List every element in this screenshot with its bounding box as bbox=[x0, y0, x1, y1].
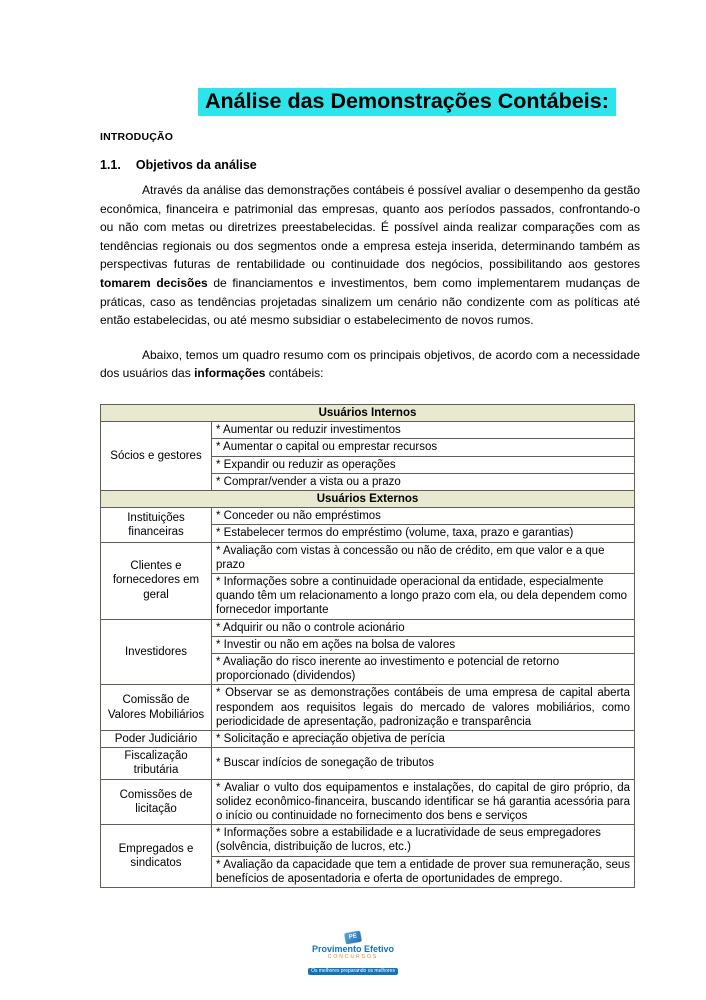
user-cell-empregados-sindicatos: Empregados e sindicatos bbox=[101, 825, 212, 888]
objective-item: * Observar se as demonstrações contábeis de uma empresa de capital aberta respondem aos requisitos legais do mercado de valores mobiliários, como periodicidade de apresentação, padronização e transparência bbox=[212, 685, 635, 731]
table-row bbox=[101, 542, 635, 573]
title-row bbox=[100, 88, 640, 116]
objective-item: * Adquirir ou não o controle acionário bbox=[212, 619, 635, 636]
objective-item: * Investir ou não em ações na bolsa de valores bbox=[212, 636, 635, 653]
table-row bbox=[101, 508, 635, 525]
table-row bbox=[101, 731, 635, 748]
section-header-internal-users: Usuários Internos bbox=[101, 404, 635, 421]
brand-icon: PE bbox=[344, 931, 362, 945]
page-title: Análise das Demonstrações Contábeis: bbox=[198, 88, 616, 116]
section-header-external-users: Usuários Externos bbox=[101, 490, 635, 507]
section-title: Objetivos da análise bbox=[135, 158, 257, 172]
objective-item: * Aumentar o capital ou emprestar recursos bbox=[212, 439, 635, 456]
objective-item: * Avaliação com vistas à concessão ou não de crédito, em que valor e a que prazo bbox=[212, 542, 635, 573]
objective-item: * Comprar/vender a vista ou a prazo bbox=[212, 473, 635, 490]
paragraph-1 bbox=[100, 181, 640, 330]
user-cell-clientes-fornecedores: Clientes e fornecedores em geral bbox=[101, 542, 212, 619]
objective-item: * Avaliação da capacidade que tem a entidade de prover sua remuneração, seus benefícios de aposentadoria e oferta de oportunidades de emprego. bbox=[212, 856, 635, 887]
paragraph-2-text: Abaixo, temos um quadro resumo com os principais objetivos, de acordo com a necessidade dos usuários das bbox=[100, 347, 640, 381]
user-cell-fiscalizacao-tributaria: Fiscalização tributária bbox=[101, 748, 212, 779]
objective-item: * Avaliação do risco inerente ao investimento e potencial de retorno proporcionado (dividendos) bbox=[212, 653, 635, 684]
brand-tagline: Os melhores preparando os melhores bbox=[308, 968, 398, 975]
table-row bbox=[101, 825, 635, 856]
table-row bbox=[101, 685, 635, 731]
paragraph-1-text-cont: de financiamentos e investimentos, bem como implementarem mudanças de práticas, caso as tendências projetadas sinalizem um cenário não condizente com as políticas até então estabelecidas, ou até mesmo subsidiar o estabelecimento de novos rumos. bbox=[100, 275, 640, 328]
user-cell-instituicoes-financeiras: Instituições financeiras bbox=[101, 508, 212, 542]
user-cell-comissoes-licitacao: Comissões de licitação bbox=[101, 779, 212, 825]
paragraph-2 bbox=[100, 346, 640, 383]
user-cell-investidores: Investidores bbox=[101, 619, 212, 685]
section-number: 1.1. bbox=[100, 158, 121, 172]
table-row bbox=[101, 748, 635, 779]
table-row bbox=[101, 422, 635, 439]
user-cell-cvm: Comissão de Valores Mobiliários bbox=[101, 685, 212, 731]
objective-item: * Aumentar ou reduzir investimentos bbox=[212, 422, 635, 439]
objective-item: * Informações sobre a estabilidade e a lucratividade de seus empregadores (solvência, distribuição de lucros, etc.) bbox=[212, 825, 635, 856]
user-cell-socios-gestores: Sócios e gestores bbox=[101, 422, 212, 491]
user-cell-poder-judiciario: Poder Judiciário bbox=[101, 731, 212, 748]
paragraph-2-bold: informações bbox=[194, 366, 266, 381]
table-row bbox=[101, 404, 635, 421]
table-row bbox=[101, 490, 635, 507]
section-heading bbox=[100, 158, 640, 172]
brand-name: Provimento Efetivo bbox=[311, 944, 394, 954]
objective-item: * Informações sobre a continuidade operacional da entidade, especialmente quando têm um relacionamento a longo prazo com ela, ou dela dependem como fornecedor importante bbox=[212, 573, 635, 619]
objective-item: * Avaliar o vulto dos equipamentos e instalações, do capital de giro próprio, da solidez econômico-financeira, buscando identificar se há garantia acessória para o início ou continuidade no fornecimento dos bens e serviços bbox=[212, 779, 635, 825]
intro-heading: INTRODUÇÃO bbox=[100, 131, 174, 143]
objective-item: * Conceder ou não empréstimos bbox=[212, 508, 635, 525]
objective-item: * Expandir ou reduzir as operações bbox=[212, 456, 635, 473]
paragraph-1-text: Através da análise das demonstrações contábeis é possível avaliar o desempenho da gestão econômica, financeira e patrimonial das empresas, quanto aos períodos passados, confrontando-o ou não com metas ou diretrizes preestabelecidas. É possível ainda realizar comparações com as tendências regionais ou dos segmentos onde a empresa esteja inserida, determinando também as perspectivas futuras de rentabilidade ou continuidade dos negócios, possibilitando aos gestores bbox=[100, 183, 640, 272]
brand-tagline-bar bbox=[293, 960, 413, 976]
paragraph-1-bold: tomarem decisões bbox=[100, 275, 208, 290]
objective-item: * Solicitação e apreciação objetiva de perícia bbox=[212, 731, 635, 748]
paragraph-2-text-cont: contábeis: bbox=[265, 366, 324, 381]
objective-item: * Estabelecer termos do empréstimo (volume, taxa, prazo e garantias) bbox=[212, 525, 635, 542]
brand-subtitle: CONCURSOS bbox=[327, 954, 379, 960]
table-row bbox=[101, 779, 635, 825]
objective-item: * Buscar indícios de sonegação de tributos bbox=[212, 748, 635, 779]
document-content bbox=[100, 88, 640, 888]
table-row bbox=[101, 619, 635, 636]
footer-logo bbox=[293, 926, 413, 976]
users-objectives-table bbox=[100, 404, 635, 888]
